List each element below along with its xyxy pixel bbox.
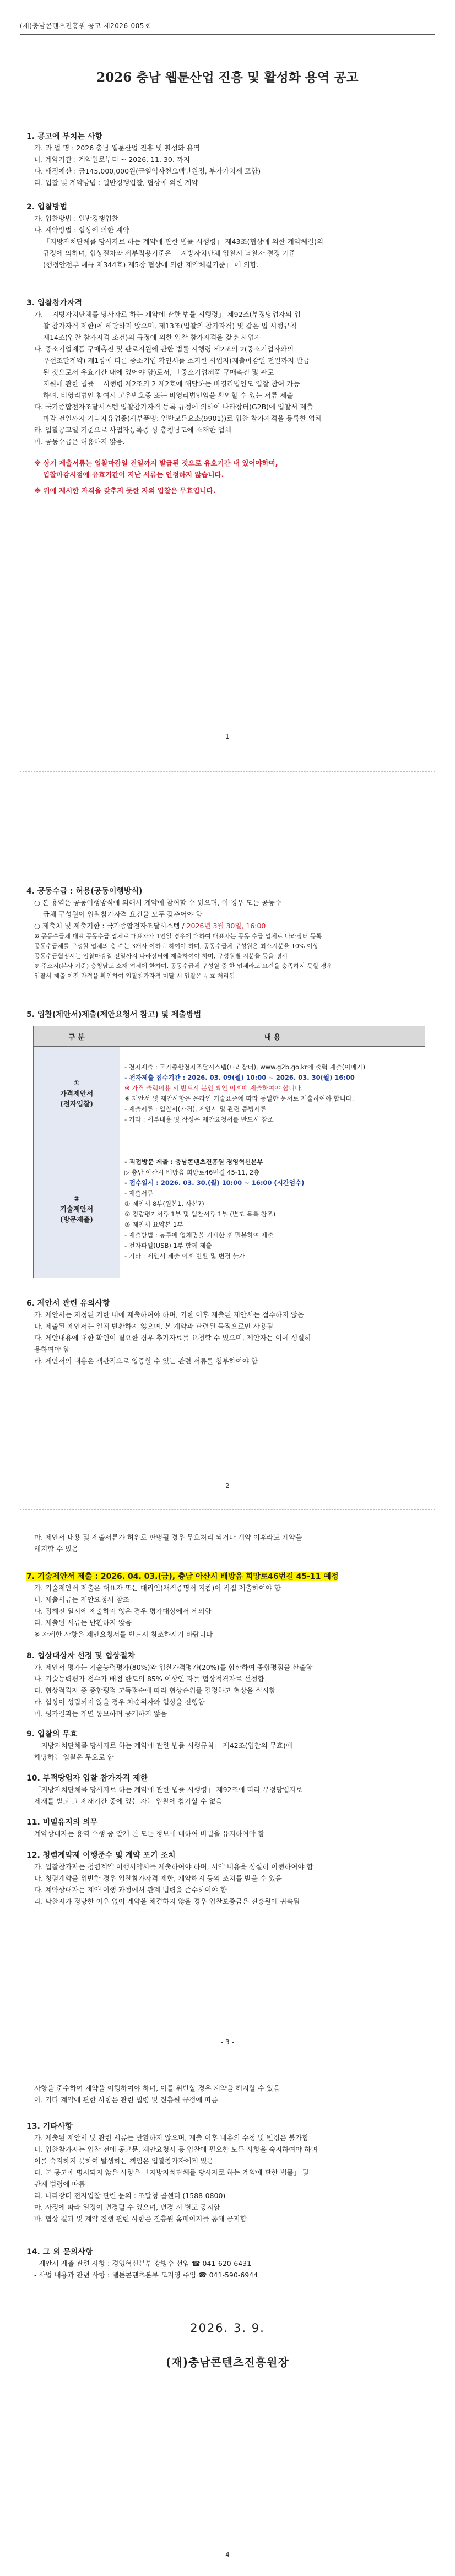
section-2-heading: 2. 입찰방법	[26, 203, 68, 212]
section-6-line: 가. 제안서는 지정된 기한 내에 제출하여야 하며, 기한 이후 제출된 제안서는 접수하지 않음	[34, 1311, 305, 1319]
section-12-line: 다. 계약상대자는 계약 이행 과정에서 관계 법령을 준수하여야 함	[34, 1886, 227, 1894]
section-4-line: ○ 제출처 및 제출기한 : 국가종합전자조달시스템 /	[34, 922, 187, 930]
row-label-method: (방문제출)	[60, 1215, 93, 1224]
section-9-line: 「지방자치단체를 당사자로 하는 계약에 관한 법률 시행규칙」 제42조(입찰의 무효)에	[34, 1741, 292, 1750]
section-12-heading: 12. 청렴계약제 이행준수 및 계약 포기 조치	[26, 1851, 176, 1860]
section-2	[26, 202, 434, 270]
table-line: ※ 제안서 및 제안사항은 온라인 기술표준에 따라 동일한 문서로 제출하여야 합니다.	[124, 1094, 354, 1102]
section-3-heading: 3. 입찰참가자격	[26, 299, 83, 307]
table-line: ※ 가격 출력이용 시 반드시 본인 확인 이후에 제출하여야 합니다.	[124, 1084, 303, 1092]
table-line: ① 제안서 8부(원본1, 사본7)	[124, 1199, 204, 1208]
section-3-line: 하며, 비영리법인 참여시 고유번호증 또는 비영리법인임을 확인할 수 있는 서류 제출	[43, 391, 294, 399]
section-4-heading: 4. 공동수급 : 허용(공동이행방식)	[26, 887, 143, 896]
header-divider	[20, 34, 435, 35]
section-13-line: 관계 법령에 따름	[34, 2180, 85, 2188]
notice-number: (재)충남콘텐츠진흥원 공고 제2026-005호	[20, 22, 151, 30]
section-13-heading: 13. 기타사항	[26, 2122, 73, 2131]
section-14	[26, 2247, 434, 2281]
section-6-line: 다. 제안내용에 대한 확인이 필요한 경우 추가자료를 요청할 수 있으며, 제안자는 이에 성실히	[34, 1334, 311, 1342]
page-3	[0, 1509, 455, 2066]
section-4-note: 입찰서 제출 이전 자격을 확인하여 입찰참가자격 미달 시 입찰은 무효 처리됨	[34, 972, 235, 979]
table-line: ② 정량평가서류 1부 및 입찰서류 1부 (별도 목록 참조)	[124, 1210, 276, 1218]
section-7-heading-text: 7. 기술제안서 제출 : 2026. 04. 03.(금), 충남 아산시 배방읍 희망로46번길 45-11 예정	[26, 1572, 339, 1581]
section-11-heading: 11. 비밀유지의 의무	[26, 1818, 98, 1827]
submission-deadline: 2026년 3월 30일, 16:00	[186, 922, 266, 930]
section-1-line: 다. 배정예산 : 금145,000,000원(금일억사천오백만원정, 부가가치세 포함)	[34, 167, 261, 175]
eligibility-notice: ※ 상기 제출서류는 입찰마감일 전일까지 발급된 것으로 유효기간 내 있어야하며,	[34, 459, 278, 467]
section-12	[26, 1850, 434, 1907]
section-7-line: ※ 자세한 사항은 제안요청서를 반드시 참조하시기 바랍니다	[34, 1630, 213, 1638]
tech-proposal-label	[34, 1140, 120, 1278]
section-7-line: 가. 기술제안서 제출은 대표자 또는 대리인(재직증명서 지참)이 직접 제출하여야 함	[34, 1584, 281, 1592]
section-4-line: ○ 본 용역은 공동이행방식에 의해서 계약에 참여할 수 있으며, 이 경우 모든 공동수	[34, 899, 281, 907]
submission-table	[33, 1026, 425, 1278]
section-3-line: 된 것으로서 유효기간 내에 있어야 함)로서, 「중소기업제품 구매촉진 및 판로	[43, 368, 274, 376]
section-2-line: (행정안전부 예규 제344호) 제5장 협상에 의한 계약체결기준」 에 의함.	[43, 261, 259, 269]
page-title: 2026 충남 웹툰산업 진흥 및 활성화 용역 공고	[96, 70, 359, 85]
page-4	[0, 2066, 455, 2576]
eligibility-notice: 입찰마감시점에 유효기간이 지난 서류는 인정하지 않습니다.	[43, 470, 224, 479]
table-line: - 제출서류 : 입찰서(가격), 제안서 및 관련 증빙서류	[124, 1105, 267, 1113]
row-label-method: (전자입찰)	[60, 1100, 93, 1108]
section-1-line: 라. 입찰 및 계약방법 : 일반경쟁입찰, 협상에 의한 계약	[34, 178, 198, 187]
section-13-line: 나. 입찰참가자는 입찰 전에 공고문, 제안요청서 등 입찰에 필요한 모든 사항을 숙지하여야 하며	[34, 2145, 318, 2153]
section-3-line: 다. 국가종합전자조달시스템 입찰참가자격 등록 규정에 의하여 나라장터(G2B)에 입찰서 제출	[34, 403, 313, 411]
row-label-number: ①	[73, 1079, 80, 1087]
table-line: - 제출서류	[124, 1189, 154, 1197]
section-14-heading: 14. 그 외 문의사항	[26, 2248, 93, 2256]
table-line: - 제출방법 : 봉투에 업체명을 기재한 후 밀봉하여 제출	[124, 1231, 274, 1239]
section-6-continued	[26, 1531, 434, 1555]
page-number: - 4 -	[221, 2551, 234, 2558]
section-13-line: 이를 숙지하지 못하여 발생하는 책임은 입찰참가자에게 있음	[34, 2157, 214, 2165]
table-line: - 전자제출 접수기간 : 2026. 03. 09(월) 10:00 ~ 2026. 03. 30(월) 16:00	[124, 1073, 355, 1081]
contact-line: - 제안서 제출 관련 사항 : 경영혁신본부 강병수 선임 ☎ 041-620-6431	[34, 2259, 252, 2267]
section-8-line: 나. 기술능력평가 점수가 배점 한도의 85% 이상인 자를 협상적격자로 선정함	[34, 1675, 264, 1683]
price-proposal-content	[120, 1047, 425, 1140]
price-proposal-label	[34, 1047, 120, 1140]
table-line: ▷ 충남 아산시 배방읍 희망로46번길 45-11, 2층	[124, 1168, 260, 1176]
section-12-line: 라. 낙찰자가 정당한 이유 없이 계약을 체결하지 않을 경우 입찰보증금은 진흥원에 귀속됨	[34, 1897, 300, 1906]
section-4	[26, 886, 434, 981]
section-8	[26, 1650, 434, 1719]
table-line: ③ 제안서 요약본 1부	[124, 1220, 183, 1229]
section-10	[26, 1773, 434, 1807]
section-3-line: 라. 입찰공고일 기준으로 사업자등록증 상 충청남도에 소재한 업체	[34, 426, 231, 434]
section-12-line: 나. 청렴계약을 위반한 경우 입찰참가자격 제한, 계약해지 등의 조치를 받을 수 있음	[34, 1874, 283, 1882]
section-2-line: 「지방자치단체를 당사자로 하는 계약에 관한 법률 시행령」 제43조(협상에 의한 계약체결)의	[43, 237, 324, 246]
section-4-note: ※ 주소지(본사 기준) 충청남도 소재 업체에 한하며, 공동수급체 구성원 중 한 업체라도 요건을 충족하지 못할 경우	[34, 962, 333, 970]
section-6-line: 응하여야 함	[34, 1345, 70, 1354]
section-11-line: 계약상대자는 용역 수행 중 알게 된 모든 정보에 대하여 비밀을 유지하여야 함	[34, 1830, 265, 1838]
section-12-line: 아. 기타 계약에 관한 사항은 관련 법령 및 진흥원 규정에 따름	[34, 2096, 218, 2104]
section-6-line: 나. 제출된 제안서는 일체 반환하지 않으며, 본 계약과 관련된 목적으로만 사용됨	[34, 1322, 274, 1330]
section-7-heading	[26, 1571, 434, 1582]
page-number: - 1 -	[221, 733, 234, 740]
section-7	[26, 1571, 434, 1640]
table-line: - 직접방문 제출 : 충남콘텐츠진흥원 경영혁신본부	[124, 1157, 263, 1166]
section-3-line: 우선조달계약) 제1항에 따른 중소기업 확인서를 소지한 사업자(제출마감일 전일까지 발급	[43, 356, 310, 365]
section-11	[26, 1817, 434, 1839]
section-13-line: 바. 협상 결과 및 계약 진행 관련 사항은 진흥원 홈페이지를 통해 공지함	[34, 2215, 247, 2223]
section-1-line: 나. 계약기간 : 계약일로부터 ~ 2026. 11. 30. 까지	[34, 155, 190, 164]
section-7-line: 다. 정해진 일시에 제출하지 않은 경우 평가대상에서 제외함	[34, 1607, 212, 1615]
section-8-line: 다. 협상적격자 중 종합평점 고득점순에 따라 협상순위를 결정하고 협상을 실시함	[34, 1686, 276, 1695]
section-9	[26, 1729, 434, 1763]
page-1	[0, 0, 455, 771]
section-1	[26, 131, 434, 188]
issuer-name: (재)충남콘텐츠진흥원장	[166, 2356, 289, 2369]
section-3	[26, 297, 434, 496]
section-8-line: 라. 협상이 성립되지 않을 경우 차순위자와 협상을 진행함	[34, 1698, 205, 1706]
section-8-line: 마. 평가결과는 개별 통보하며 공개하지 않음	[34, 1709, 167, 1718]
section-10-heading: 10. 부적당업자 입찰 참가자격 제한	[26, 1774, 148, 1783]
section-7-line: 나. 제출서류는 제안요청서 참조	[34, 1595, 129, 1604]
section-10-line: 제재를 받고 그 제재기간 중에 있는 자는 입찰에 참가할 수 없음	[34, 1797, 223, 1805]
section-12-continued	[26, 2082, 434, 2106]
section-9-heading: 9. 입찰의 무효	[26, 1730, 78, 1739]
column-header-content: 내 용	[120, 1026, 425, 1047]
section-3-line: 나. 중소기업제품 구매촉진 및 판로지원에 관한 법률 시행령 제2조의 2(중소기업자와의	[34, 345, 294, 353]
section-3-line: 가. 「지방자치단체를 당사자로 하는 계약에 관한 법률 시행령」 제92조(부정당업자의 입	[34, 310, 301, 318]
table-line: - 기타 : 세부내용 및 작성은 제안요청서를 반드시 참조	[124, 1115, 274, 1123]
row-label-title: 기술제안서	[59, 1205, 94, 1213]
section-13-line: 라. 나라장터 전자입찰 관련 문의 : 조달청 콜센터 (1588-0800)	[34, 2191, 226, 2200]
section-13-line: 마. 사정에 따라 일정이 변경될 수 있으며, 변경 시 별도 공지함	[34, 2203, 220, 2211]
section-13	[26, 2121, 434, 2225]
section-13-line: 다. 본 공고에 명시되지 않은 사항은 「지방자치단체를 당사자로 하는 계약에 관한 법률」 및	[34, 2168, 310, 2177]
table-line: - 전자제출 : 국가종합전자조달시스템(나라장터), www.g2b.go.kr에 출력 제출(이메가)	[124, 1063, 366, 1071]
section-9-line: 해당하는 입찰은 무효로 함	[34, 1753, 114, 1761]
row-label-title: 가격제안서	[59, 1089, 94, 1097]
section-1-heading: 1. 공고에 부치는 사항	[26, 132, 102, 141]
invalid-bid-notice: ※ 위에 제시한 자격을 갖추지 못한 자의 입찰은 무효입니다.	[34, 486, 216, 495]
notice-date: 2026. 3. 9.	[190, 2321, 265, 2335]
page-divider	[20, 771, 435, 772]
section-4-deadline-line	[26, 920, 434, 932]
section-4-note: ※ 공동수급체 대표 공동수급 업체로 대표자가 1인일 경우에 대하여 대표자는 공동 수급 업체로 나라장터 등록	[34, 933, 322, 940]
section-1-line: 가. 과 업 명 : 2026 충남 웹툰산업 진흥 및 활성화 용역	[34, 144, 201, 152]
section-4-line: 급체 구성원이 입찰참가자격 요건을 모두 갖추어야 함	[43, 910, 203, 918]
table-line: - 접수일시 : 2026. 03. 30.(월) 10:00 ~ 16:00 (시간엄수)	[124, 1178, 305, 1187]
section-12-line: 가. 입찰참가자는 청렴계약 이행서약서를 제출하여야 하며, 서약 내용을 성실히 이행하여야 함	[34, 1863, 313, 1871]
contact-line: - 사업 내용과 관련 사항 : 웹툰콘텐츠본부 도지영 주임 ☎ 041-590-6944	[34, 2271, 258, 2279]
section-3-line: 찰 참가자격 제한)에 해당하지 않으며, 제13조(입찰의 참가자격) 및 같은 법 시행규칙	[43, 322, 297, 330]
section-8-line: 가. 제안서 평가는 기술능력평가(80%)와 입찰가격평가(20%)를 합산하여 종합평점을 산출함	[34, 1663, 313, 1671]
section-6	[26, 1298, 434, 1367]
section-3-line: 지원에 관한 법률」 시행령 제2조의 2 제2호에 해당하는 비영리법인도 입찰 참여 가능	[43, 380, 300, 388]
section-5-heading: 5. 입찰(제안서)제출(제안요청서 참고) 및 제출방법	[26, 1010, 202, 1019]
section-3-line: 마. 공동수급은 허용하지 않음.	[34, 437, 125, 446]
tech-proposal-content	[120, 1140, 425, 1278]
section-3-line: 제14조(입찰 참가자격 조건)의 규정에 의한 입찰 참가자격을 갖춘 사업자	[43, 333, 261, 342]
section-6-line: 마. 제안서 내용 및 제출서류가 허위로 판명될 경우 무효처리 되거나 계약 이후라도 계약을	[34, 1533, 302, 1541]
section-6-line: 해지할 수 있음	[34, 1545, 79, 1553]
page-divider	[20, 1509, 435, 1510]
page-number: - 2 -	[221, 1482, 234, 1490]
section-13-line: 가. 제출된 제안서 및 관련 서류는 반환하지 않으며, 제출 이후 내용의 수정 및 변경은 불가함	[34, 2134, 309, 2142]
section-4-note: 공동수급체를 구성할 업체의 총 수는 3개사 이하로 하여야 하며, 공동수급체 구성원은 최소지분율 10% 이상	[34, 943, 319, 950]
page-number: - 3 -	[221, 2038, 234, 2046]
table-line: - 전자파일(USB) 1부 함께 제출	[124, 1241, 212, 1249]
section-6-line: 라. 제안서의 내용은 객관적으로 입증할 수 있는 관련 서류를 첨부하여야 함	[34, 1357, 258, 1365]
section-6-heading: 6. 제안서 관련 유의사항	[26, 1299, 110, 1308]
section-2-line: 나. 계약방법 : 협상에 의한 계약	[34, 226, 129, 234]
section-4-note: 공동수급협정서는 입찰마감일 전일까지 나라장터에 제출하여야 하며, 구성원별 지분율 등을 명시	[34, 953, 288, 960]
section-2-line: 규정에 의하며, 협상절차와 세부적용기준은 「지방자치단체 입찰시 낙찰자 결정 기준	[43, 249, 296, 257]
page-2	[0, 771, 455, 1509]
section-8-heading: 8. 협상대상자 선정 및 협상절차	[26, 1652, 135, 1660]
section-7-line: 라. 제출된 서류는 반환하지 않음	[34, 1619, 132, 1627]
section-3-line: 마감 전일까지 기타자유업종(세부품명: 일반모든요소(9901))로 입찰 참가자격을 등록한 업체	[43, 414, 322, 423]
section-10-line: 「지방자치단체를 당사자로 하는 계약에 관한 법률 시행령」 제92조에 따라 부정당업자로	[34, 1785, 303, 1794]
table-line: - 기타 : 제안서 제출 이후 반환 및 변경 불가	[124, 1252, 245, 1260]
column-header-group: 구 분	[34, 1026, 120, 1047]
section-2-line: 가. 입찰방법 : 일반경쟁입찰	[34, 214, 118, 223]
section-12-line: 사항을 준수하여 계약을 이행하여야 하며, 이를 위반할 경우 계약을 해지할 수 있음	[34, 2084, 280, 2092]
row-label-number: ②	[73, 1194, 80, 1203]
